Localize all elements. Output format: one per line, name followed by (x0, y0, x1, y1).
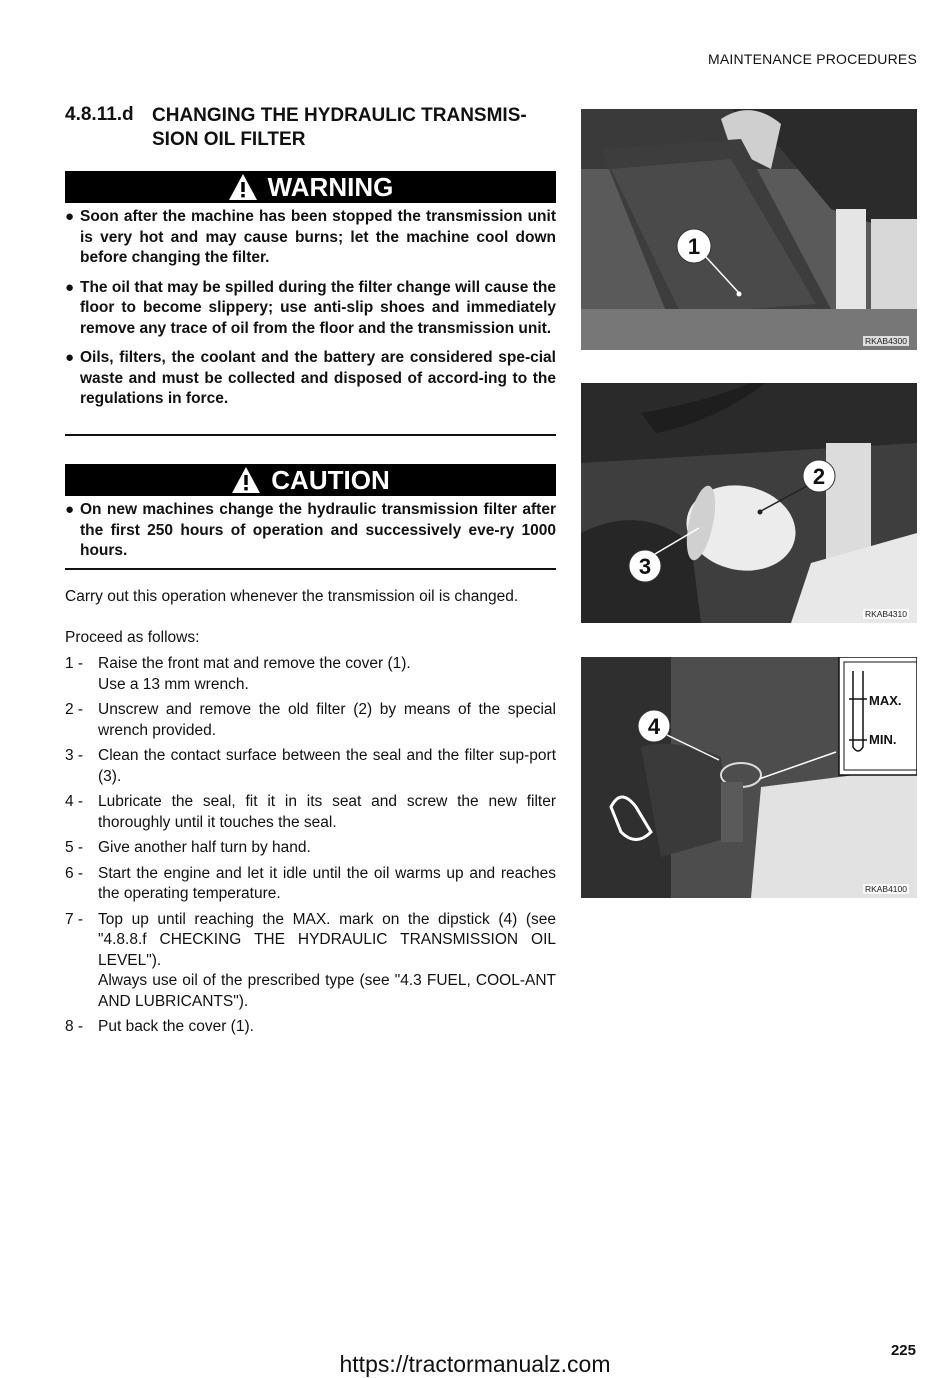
page-number: 225 (890, 1342, 916, 1359)
step-text: Start the engine and let it idle until the oil warms up and reaches the operating temperature. (98, 864, 556, 902)
step-text: Top up until reaching the MAX. mark on the dipstick (4) (see "4.8.8.f CHECKING THE HYDRAULIC TRANSMISSION OIL LEVEL"). (98, 910, 556, 969)
step-number: 8 - (65, 1018, 84, 1035)
warning-banner (65, 171, 556, 203)
callout-label: 3 (638, 554, 652, 579)
figure-code: RKAB4100 (864, 884, 907, 894)
list-item (65, 792, 556, 833)
step-number: 7 - (65, 910, 84, 928)
step-text: Lubricate the seal, fit it in its seat and screw the new filter thoroughly until it touches the seal. (98, 793, 556, 831)
figure-filter-photo (581, 383, 917, 623)
step-number: 3 - (65, 747, 84, 764)
warning-item-text: Oils, filters, the coolant and the battery are considered spe-cial waste and must be collected and disposed of accord-ing to the regulations in force. (80, 349, 556, 407)
list-item (65, 746, 556, 787)
step-subtext: Always use oil of the prescribed type (see "4.3 FUEL, COOL-ANT AND LUBRICANTS"). (98, 972, 556, 1010)
list-item (65, 1017, 556, 1038)
step-text: Put back the cover (1). (98, 1018, 254, 1035)
step-text: Unscrew and remove the old filter (2) by means of the special wrench provided. (98, 701, 556, 739)
figure-dipstick-photo (581, 657, 917, 898)
list-item (65, 654, 556, 695)
footer-url[interactable]: https://tractormanualz.com (339, 1351, 611, 1377)
section-number: 4.8.11.d (65, 104, 134, 125)
caution-item-text: On new machines change the hydraulic transmission filter after the first 250 hours of operation and successively eve-ry 1000 hours. (80, 501, 556, 559)
list-item: ● Oils, filters, the coolant and the battery are considered spe-cial waste and must be collected and disposed of accord-ing to the regulations in force. (65, 349, 556, 407)
intro-text: Carry out this operation whenever the transmission oil is changed. (65, 588, 519, 605)
callout-label: 2 (812, 464, 826, 489)
warning-item-text: Soon after the machine has been stopped the transmission unit is very hot and may cause burns; let the machine cool down before changing the filter. (80, 208, 556, 266)
figure-cover-photo (581, 109, 917, 350)
caution-banner (65, 464, 556, 496)
list-item (65, 864, 556, 905)
step-number: 1 - (65, 655, 84, 672)
caution-list (65, 500, 556, 571)
warning-list (65, 207, 556, 419)
step-number: 6 - (65, 864, 84, 882)
callout-label: 1 (687, 234, 701, 259)
min-mark-label: MIN. (869, 732, 897, 747)
warning-triangle-icon (228, 173, 258, 201)
warning-label: WARNING (267, 171, 394, 202)
list-item: ● On new machines change the hydraulic transmission filter after the first 250 hours of operation and successively eve-ry 1000 hours. (65, 501, 556, 559)
step-text: Raise the front mat and remove the cover (1). (98, 655, 411, 672)
warning-triangle-icon (231, 466, 261, 494)
running-header: MAINTENANCE PROCEDURES (708, 51, 917, 67)
procedure-steps (65, 654, 556, 1043)
callout-label: 4 (647, 714, 661, 739)
figure-code: RKAB4300 (864, 336, 907, 346)
step-text: Give another half turn by hand. (98, 839, 311, 856)
max-mark-label: MAX. (869, 693, 902, 708)
step-number: 2 - (65, 701, 84, 718)
caution-label: CAUTION (271, 464, 390, 495)
list-item (65, 838, 556, 859)
step-number: 4 - (65, 793, 84, 810)
warning-item-text: The oil that may be spilled during the filter change will cause the floor to become slippery; use anti-slip shoes and immediately remove any trace of oil from the floor and the transmission unit. (80, 278, 556, 337)
intro-proceed: Proceed as follows: (65, 629, 200, 646)
list-item: ● The oil that may be spilled during the filter change will cause the floor to become slippery; use anti-slip shoes and immediately remove any trace of oil from the floor and the transmission unit. (65, 278, 556, 337)
list-item: ● Soon after the machine has been stopped the transmission unit is very hot and may cause burns; let the machine cool down before changing the filter. (65, 208, 556, 266)
divider (65, 434, 556, 436)
step-subtext: Use a 13 mm wrench. (98, 675, 249, 693)
step-number: 5 - (65, 839, 84, 856)
section-title: CHANGING THE HYDRAULIC TRANSMIS-SION OIL FILTER (152, 105, 527, 150)
figure-code: RKAB4310 (864, 609, 907, 619)
list-item (65, 910, 556, 1013)
step-text: Clean the contact surface between the seal and the filter sup-port (3). (98, 747, 556, 785)
divider (65, 568, 556, 570)
list-item (65, 700, 556, 741)
